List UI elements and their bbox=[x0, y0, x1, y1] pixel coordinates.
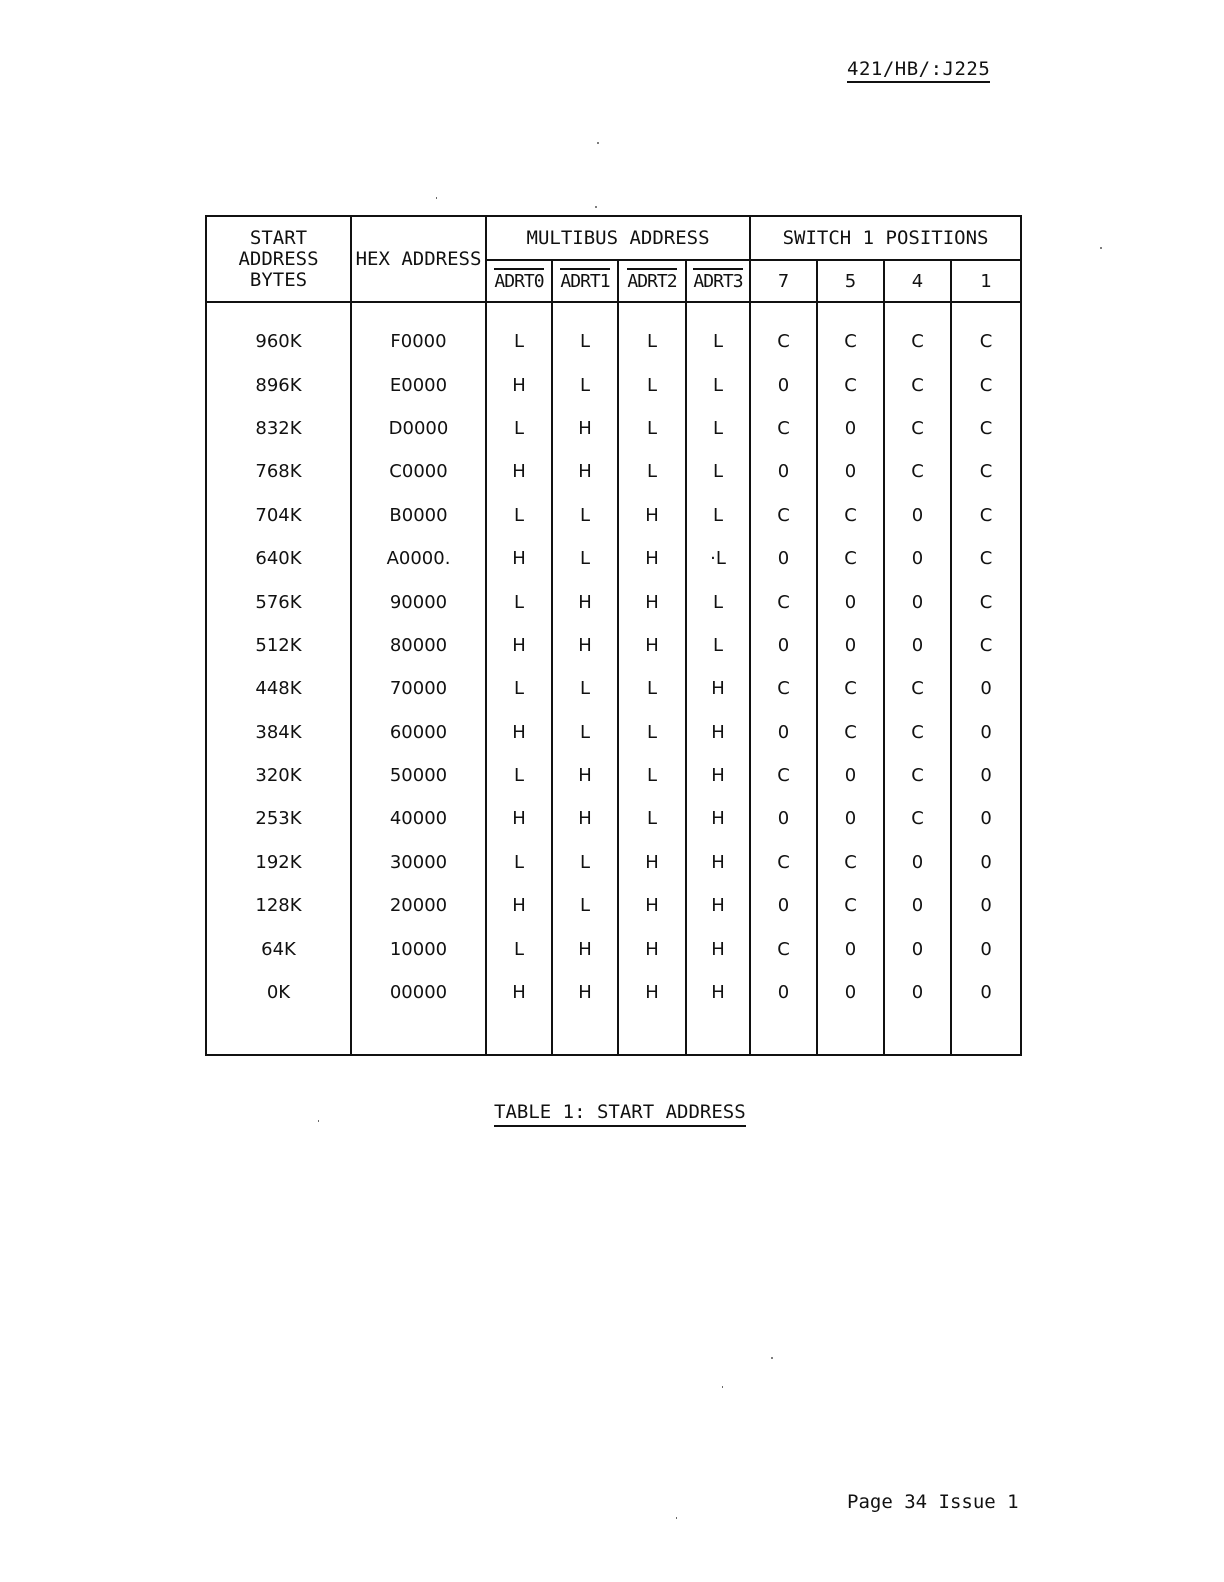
table-cell: L bbox=[552, 320, 618, 363]
table-cell: C bbox=[817, 667, 884, 710]
table-row bbox=[206, 667, 1021, 710]
table-cell: H bbox=[686, 797, 750, 840]
table-cell: 0 bbox=[750, 797, 817, 840]
table-row bbox=[206, 797, 1021, 840]
multibus-address-header: MULTIBUS ADDRESS bbox=[486, 216, 750, 260]
switch-1-header: 1 bbox=[951, 260, 1021, 302]
table-cell: 0 bbox=[750, 363, 817, 406]
table-cell: H bbox=[686, 711, 750, 754]
table-cell: H bbox=[618, 971, 686, 1014]
table-cell: 0 bbox=[750, 884, 817, 927]
table-cell: H bbox=[686, 754, 750, 797]
table-cell: L bbox=[618, 450, 686, 493]
scan-speck bbox=[1100, 247, 1102, 249]
table-cell: C bbox=[817, 711, 884, 754]
adrt2-header: ADRT2 bbox=[618, 260, 686, 302]
table-row bbox=[206, 494, 1021, 537]
table-cell: 0 bbox=[817, 754, 884, 797]
table-cell: H bbox=[686, 971, 750, 1014]
table-spacer-row bbox=[206, 302, 1021, 320]
table-cell: C bbox=[884, 667, 951, 710]
table-cell: C bbox=[951, 407, 1021, 450]
table-cell: 0 bbox=[750, 537, 817, 580]
table-cell: H bbox=[486, 624, 552, 667]
scan-speck bbox=[436, 197, 437, 199]
table-cell: C bbox=[817, 494, 884, 537]
table-cell: 384K bbox=[206, 711, 351, 754]
table-cell: 253K bbox=[206, 797, 351, 840]
table-cell: F0000 bbox=[351, 320, 486, 363]
table-cell: C bbox=[817, 841, 884, 884]
table-cell: H bbox=[552, 624, 618, 667]
table-cell: H bbox=[686, 884, 750, 927]
table-cell: 0 bbox=[817, 971, 884, 1014]
table-cell: C bbox=[884, 320, 951, 363]
table-cell: 30000 bbox=[351, 841, 486, 884]
table-cell: C bbox=[884, 450, 951, 493]
table-cell: 704K bbox=[206, 494, 351, 537]
scan-speck bbox=[595, 206, 597, 208]
table-cell: H bbox=[486, 711, 552, 754]
table-cell: L bbox=[686, 450, 750, 493]
table-cell: H bbox=[552, 407, 618, 450]
table-cell: 0 bbox=[884, 624, 951, 667]
switch-7-header: 7 bbox=[750, 260, 817, 302]
table-cell: H bbox=[486, 537, 552, 580]
table-cell: C bbox=[884, 363, 951, 406]
table-cell: 0 bbox=[951, 754, 1021, 797]
table-cell: 0K bbox=[206, 971, 351, 1014]
table-cell: C bbox=[884, 797, 951, 840]
scan-speck bbox=[676, 1517, 677, 1519]
table-cell: 128K bbox=[206, 884, 351, 927]
table-cell: C bbox=[951, 494, 1021, 537]
table-cell: ·L bbox=[686, 537, 750, 580]
table-cell: L bbox=[552, 884, 618, 927]
table-cell: H bbox=[486, 971, 552, 1014]
table-cell: C bbox=[817, 320, 884, 363]
table-cell: L bbox=[552, 537, 618, 580]
table-cell: H bbox=[686, 927, 750, 970]
table-cell: 0 bbox=[817, 927, 884, 970]
table-cell: 0 bbox=[750, 624, 817, 667]
table-cell: L bbox=[552, 363, 618, 406]
table-cell: L bbox=[618, 797, 686, 840]
table-cell: L bbox=[486, 494, 552, 537]
table-cell: L bbox=[486, 927, 552, 970]
table-cell: 80000 bbox=[351, 624, 486, 667]
table-cell: 60000 bbox=[351, 711, 486, 754]
table-cell: C bbox=[951, 537, 1021, 580]
table-row bbox=[206, 320, 1021, 363]
table-body bbox=[206, 302, 1021, 1055]
start-address-table bbox=[205, 215, 1022, 1056]
scan-speck bbox=[771, 1357, 773, 1359]
table-cell: L bbox=[552, 841, 618, 884]
table-cell: L bbox=[486, 580, 552, 623]
table-cell: 00000 bbox=[351, 971, 486, 1014]
table-cell: H bbox=[552, 797, 618, 840]
table-cell: C bbox=[884, 407, 951, 450]
table-cell: 512K bbox=[206, 624, 351, 667]
table-row bbox=[206, 537, 1021, 580]
scan-speck bbox=[722, 1386, 723, 1388]
table-cell: 0 bbox=[884, 494, 951, 537]
table-cell: H bbox=[486, 363, 552, 406]
table-row bbox=[206, 711, 1021, 754]
table-cell: 10000 bbox=[351, 927, 486, 970]
table-cell: 0 bbox=[817, 407, 884, 450]
table-row bbox=[206, 841, 1021, 884]
table-cell: A0000. bbox=[351, 537, 486, 580]
table-cell: H bbox=[552, 927, 618, 970]
table-cell: 960K bbox=[206, 320, 351, 363]
table-row bbox=[206, 363, 1021, 406]
table-cell: L bbox=[618, 363, 686, 406]
table-cell: H bbox=[552, 754, 618, 797]
table-cell: C bbox=[951, 624, 1021, 667]
document-reference: 421/HB/:J225 bbox=[847, 58, 990, 83]
table-row bbox=[206, 450, 1021, 493]
table-row bbox=[206, 971, 1021, 1014]
table-row bbox=[206, 624, 1021, 667]
table-cell: B0000 bbox=[351, 494, 486, 537]
table-cell: L bbox=[686, 494, 750, 537]
table-cell: C bbox=[750, 841, 817, 884]
table-cell: 0 bbox=[951, 927, 1021, 970]
start-address-header: START ADDRESS BYTES bbox=[206, 216, 351, 302]
adrt3-header: ADRT3 bbox=[686, 260, 750, 302]
table-cell: C bbox=[750, 927, 817, 970]
table-cell: 0 bbox=[884, 927, 951, 970]
table-cell: 576K bbox=[206, 580, 351, 623]
table-cell: H bbox=[618, 624, 686, 667]
table-cell: H bbox=[552, 971, 618, 1014]
table-cell: 0 bbox=[951, 711, 1021, 754]
table-cell: 0 bbox=[750, 450, 817, 493]
table-cell: E0000 bbox=[351, 363, 486, 406]
table-cell: L bbox=[618, 754, 686, 797]
table-row bbox=[206, 580, 1021, 623]
table-cell: 0 bbox=[951, 841, 1021, 884]
table-spacer-row bbox=[206, 1014, 1021, 1055]
switch-5-header: 5 bbox=[817, 260, 884, 302]
table-cell: 896K bbox=[206, 363, 351, 406]
table-row bbox=[206, 927, 1021, 970]
table-cell: 0 bbox=[884, 884, 951, 927]
table-cell: C bbox=[817, 537, 884, 580]
table-cell: C bbox=[951, 363, 1021, 406]
table-cell: C bbox=[817, 363, 884, 406]
table-cell: 0 bbox=[817, 624, 884, 667]
table-cell: H bbox=[618, 537, 686, 580]
table-cell: 0 bbox=[884, 971, 951, 1014]
table-row bbox=[206, 407, 1021, 450]
table-cell: C bbox=[750, 580, 817, 623]
table-cell: C bbox=[951, 320, 1021, 363]
table-cell: L bbox=[618, 407, 686, 450]
table-cell: H bbox=[552, 580, 618, 623]
table-cell: H bbox=[486, 450, 552, 493]
table-cell: L bbox=[686, 363, 750, 406]
table-row bbox=[206, 754, 1021, 797]
table-cell: L bbox=[552, 711, 618, 754]
table-cell: 40000 bbox=[351, 797, 486, 840]
table-cell: H bbox=[686, 667, 750, 710]
table-cell: 0 bbox=[884, 580, 951, 623]
hex-address-header: HEX ADDRESS bbox=[351, 216, 486, 302]
table-cell: L bbox=[686, 320, 750, 363]
table-cell: L bbox=[552, 494, 618, 537]
table-cell: 0 bbox=[951, 971, 1021, 1014]
table-cell: L bbox=[486, 667, 552, 710]
table-cell: H bbox=[486, 797, 552, 840]
table-cell: C bbox=[817, 884, 884, 927]
table-cell: 0 bbox=[817, 580, 884, 623]
scan-speck bbox=[318, 1120, 319, 1122]
table-cell: 64K bbox=[206, 927, 351, 970]
table-cell: C bbox=[750, 494, 817, 537]
table-cell: H bbox=[618, 927, 686, 970]
table-row bbox=[206, 884, 1021, 927]
table-cell: 832K bbox=[206, 407, 351, 450]
table-cell: L bbox=[486, 754, 552, 797]
table-cell: L bbox=[618, 711, 686, 754]
table-cell: C bbox=[750, 407, 817, 450]
table-cell: 640K bbox=[206, 537, 351, 580]
table-cell: 70000 bbox=[351, 667, 486, 710]
table-cell: H bbox=[486, 884, 552, 927]
table-cell: L bbox=[686, 624, 750, 667]
table-cell: L bbox=[618, 667, 686, 710]
table-cell: 0 bbox=[817, 797, 884, 840]
table-cell: 0 bbox=[817, 450, 884, 493]
table-cell: 90000 bbox=[351, 580, 486, 623]
table-cell: 0 bbox=[750, 971, 817, 1014]
table-cell: C bbox=[951, 450, 1021, 493]
table-cell: 192K bbox=[206, 841, 351, 884]
table-cell: 448K bbox=[206, 667, 351, 710]
table-cell: 50000 bbox=[351, 754, 486, 797]
switch-positions-header: SWITCH 1 POSITIONS bbox=[750, 216, 1021, 260]
table-cell: H bbox=[618, 841, 686, 884]
table-cell: H bbox=[618, 580, 686, 623]
table-cell: 0 bbox=[951, 797, 1021, 840]
table-cell: L bbox=[486, 320, 552, 363]
table-cell: 320K bbox=[206, 754, 351, 797]
table-caption: TABLE 1: START ADDRESS bbox=[494, 1101, 746, 1127]
table-cell: 0 bbox=[951, 667, 1021, 710]
table-cell: 20000 bbox=[351, 884, 486, 927]
table-cell: 0 bbox=[884, 537, 951, 580]
table-cell: 768K bbox=[206, 450, 351, 493]
table-cell: L bbox=[552, 667, 618, 710]
page-footer: Page 34 Issue 1 bbox=[847, 1491, 1019, 1513]
table-cell: C0000 bbox=[351, 450, 486, 493]
table-cell: C bbox=[884, 711, 951, 754]
table-cell: H bbox=[618, 494, 686, 537]
table-cell: C bbox=[750, 667, 817, 710]
table-cell: C bbox=[884, 754, 951, 797]
table-cell: C bbox=[750, 754, 817, 797]
table-cell: L bbox=[618, 320, 686, 363]
adrt1-header: ADRT1 bbox=[552, 260, 618, 302]
table-cell: H bbox=[552, 450, 618, 493]
table-cell: L bbox=[486, 841, 552, 884]
switch-4-header: 4 bbox=[884, 260, 951, 302]
table-cell: L bbox=[686, 407, 750, 450]
table-cell: 0 bbox=[884, 841, 951, 884]
table-cell: 0 bbox=[951, 884, 1021, 927]
table-cell: H bbox=[618, 884, 686, 927]
table-cell: L bbox=[486, 407, 552, 450]
adrt0-header: ADRT0 bbox=[486, 260, 552, 302]
table-cell: H bbox=[686, 841, 750, 884]
table-cell: C bbox=[750, 320, 817, 363]
table-cell: 0 bbox=[750, 711, 817, 754]
table-cell: D0000 bbox=[351, 407, 486, 450]
scan-speck bbox=[597, 142, 599, 144]
table-cell: L bbox=[686, 580, 750, 623]
table-cell: C bbox=[951, 580, 1021, 623]
